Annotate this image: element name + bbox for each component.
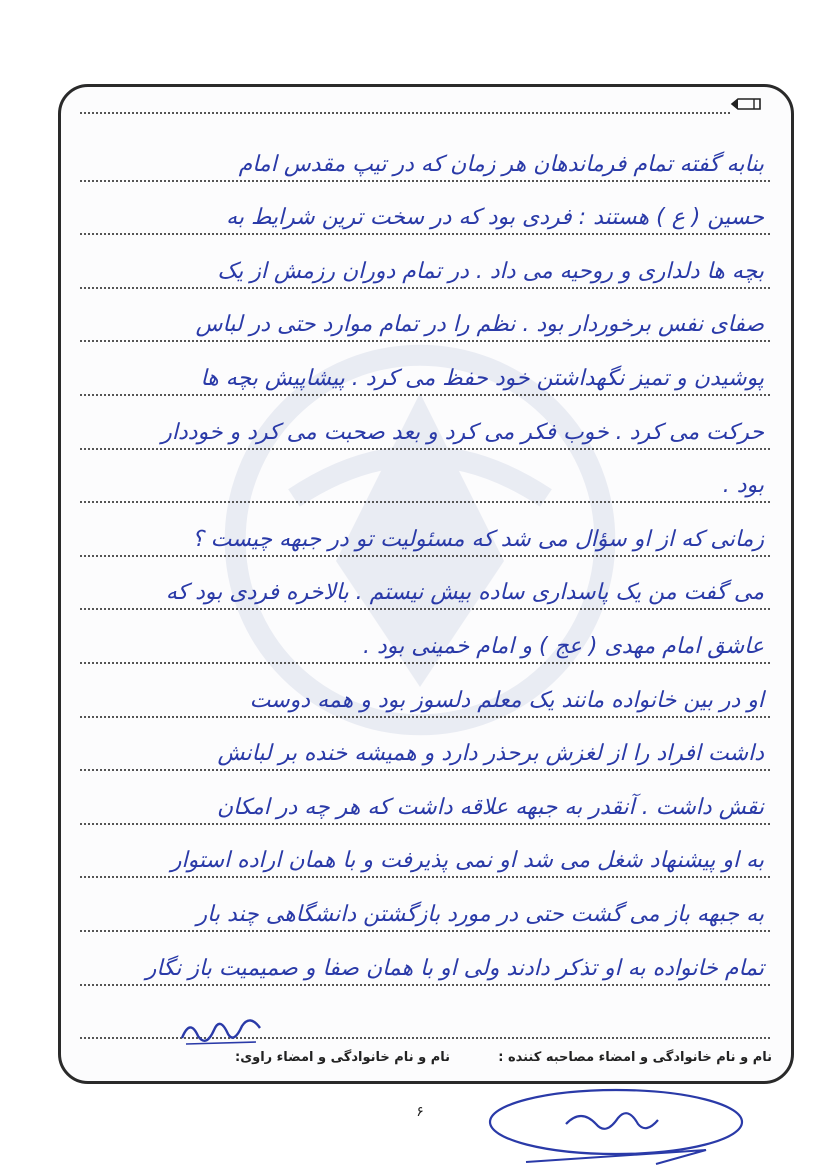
- text-line: [80, 610, 770, 664]
- text-line: [80, 396, 770, 450]
- line-text: صفای نفس برخوردار بود . نظم را در تمام موارد حتی در لباس: [195, 312, 764, 338]
- interviewer-signature-label: نام و نام خانوادگی و امضاء مصاحبه کننده :: [498, 1050, 772, 1065]
- line-text: پوشیدن و تمیز نگهداشتن خود حفظ می کرد . پیشاپیش بچه ها: [200, 365, 764, 391]
- narrator-signature: [176, 1008, 266, 1052]
- line-text: نقش داشت . آنقدر به جبهه علاقه داشت که هر چه در امکان: [216, 794, 764, 820]
- line-text: حرکت می کرد . خوب فکر می کرد و بعد صحبت می کرد و خوددار: [161, 419, 764, 445]
- text-line: [80, 932, 770, 986]
- text-line: [80, 182, 770, 236]
- narrator-signature-label: نام و نام خانوادگی و امضاء راوی:: [235, 1050, 450, 1065]
- text-line: [80, 771, 770, 825]
- interviewer-signature: [486, 1084, 746, 1168]
- text-line: [80, 878, 770, 932]
- text-line: [80, 825, 770, 879]
- line-text: داشت افراد را از لغزش برحذر دارد و همیشه خنده بر لبانش: [217, 741, 764, 767]
- text-line: [80, 503, 770, 557]
- handwritten-text-block: [80, 128, 770, 1028]
- line-text: به جبهه باز می گشت حتی در مورد بازگشتن دانشگاهی چند بار: [196, 901, 764, 927]
- text-line: [80, 450, 770, 504]
- line-text: زمانی که از او سؤال می شد که مسئولیت تو در جبهه چیست ؟: [191, 526, 764, 552]
- line-text: می گفت من یک پاسداری ساده بیش نیستم . بالاخره فردی بود که: [165, 580, 764, 606]
- line-text: او در بین خانواده مانند یک معلم دلسوز بود و همه دوست: [249, 687, 764, 713]
- line-text: حسین ( ع ) هستند : فردی بود که در سخت ترین شرایط به: [226, 205, 764, 231]
- line-text: بود .: [722, 473, 764, 499]
- line-text: تمام خانواده به او تذکر دادند ولی او با همان صفا و صمیمیت باز نگار: [145, 955, 764, 981]
- line-text: به او پیشنهاد شغل می شد او نمی پذیرفت و با همان اراده استوار: [170, 848, 764, 874]
- text-line: [80, 557, 770, 611]
- text-line: [80, 718, 770, 772]
- text-line: [80, 128, 770, 182]
- text-line: [80, 342, 770, 396]
- signature-footer: [72, 1050, 780, 1072]
- text-line: [80, 235, 770, 289]
- line-text: عاشق امام مهدی ( عج ) و امام خمینی بود .: [362, 633, 764, 659]
- header-rule: [80, 112, 730, 114]
- text-line: [80, 289, 770, 343]
- line-text: بنابه گفته تمام فرماندهان هر زمان که در تیپ مقدس امام: [238, 151, 764, 177]
- line-text: بچه ها دلداری و روحیه می داد . در تمام دوران رزمش از یک: [217, 258, 764, 284]
- text-line: [80, 664, 770, 718]
- pencil-icon: [730, 96, 764, 112]
- page-number: ۶: [416, 1104, 424, 1120]
